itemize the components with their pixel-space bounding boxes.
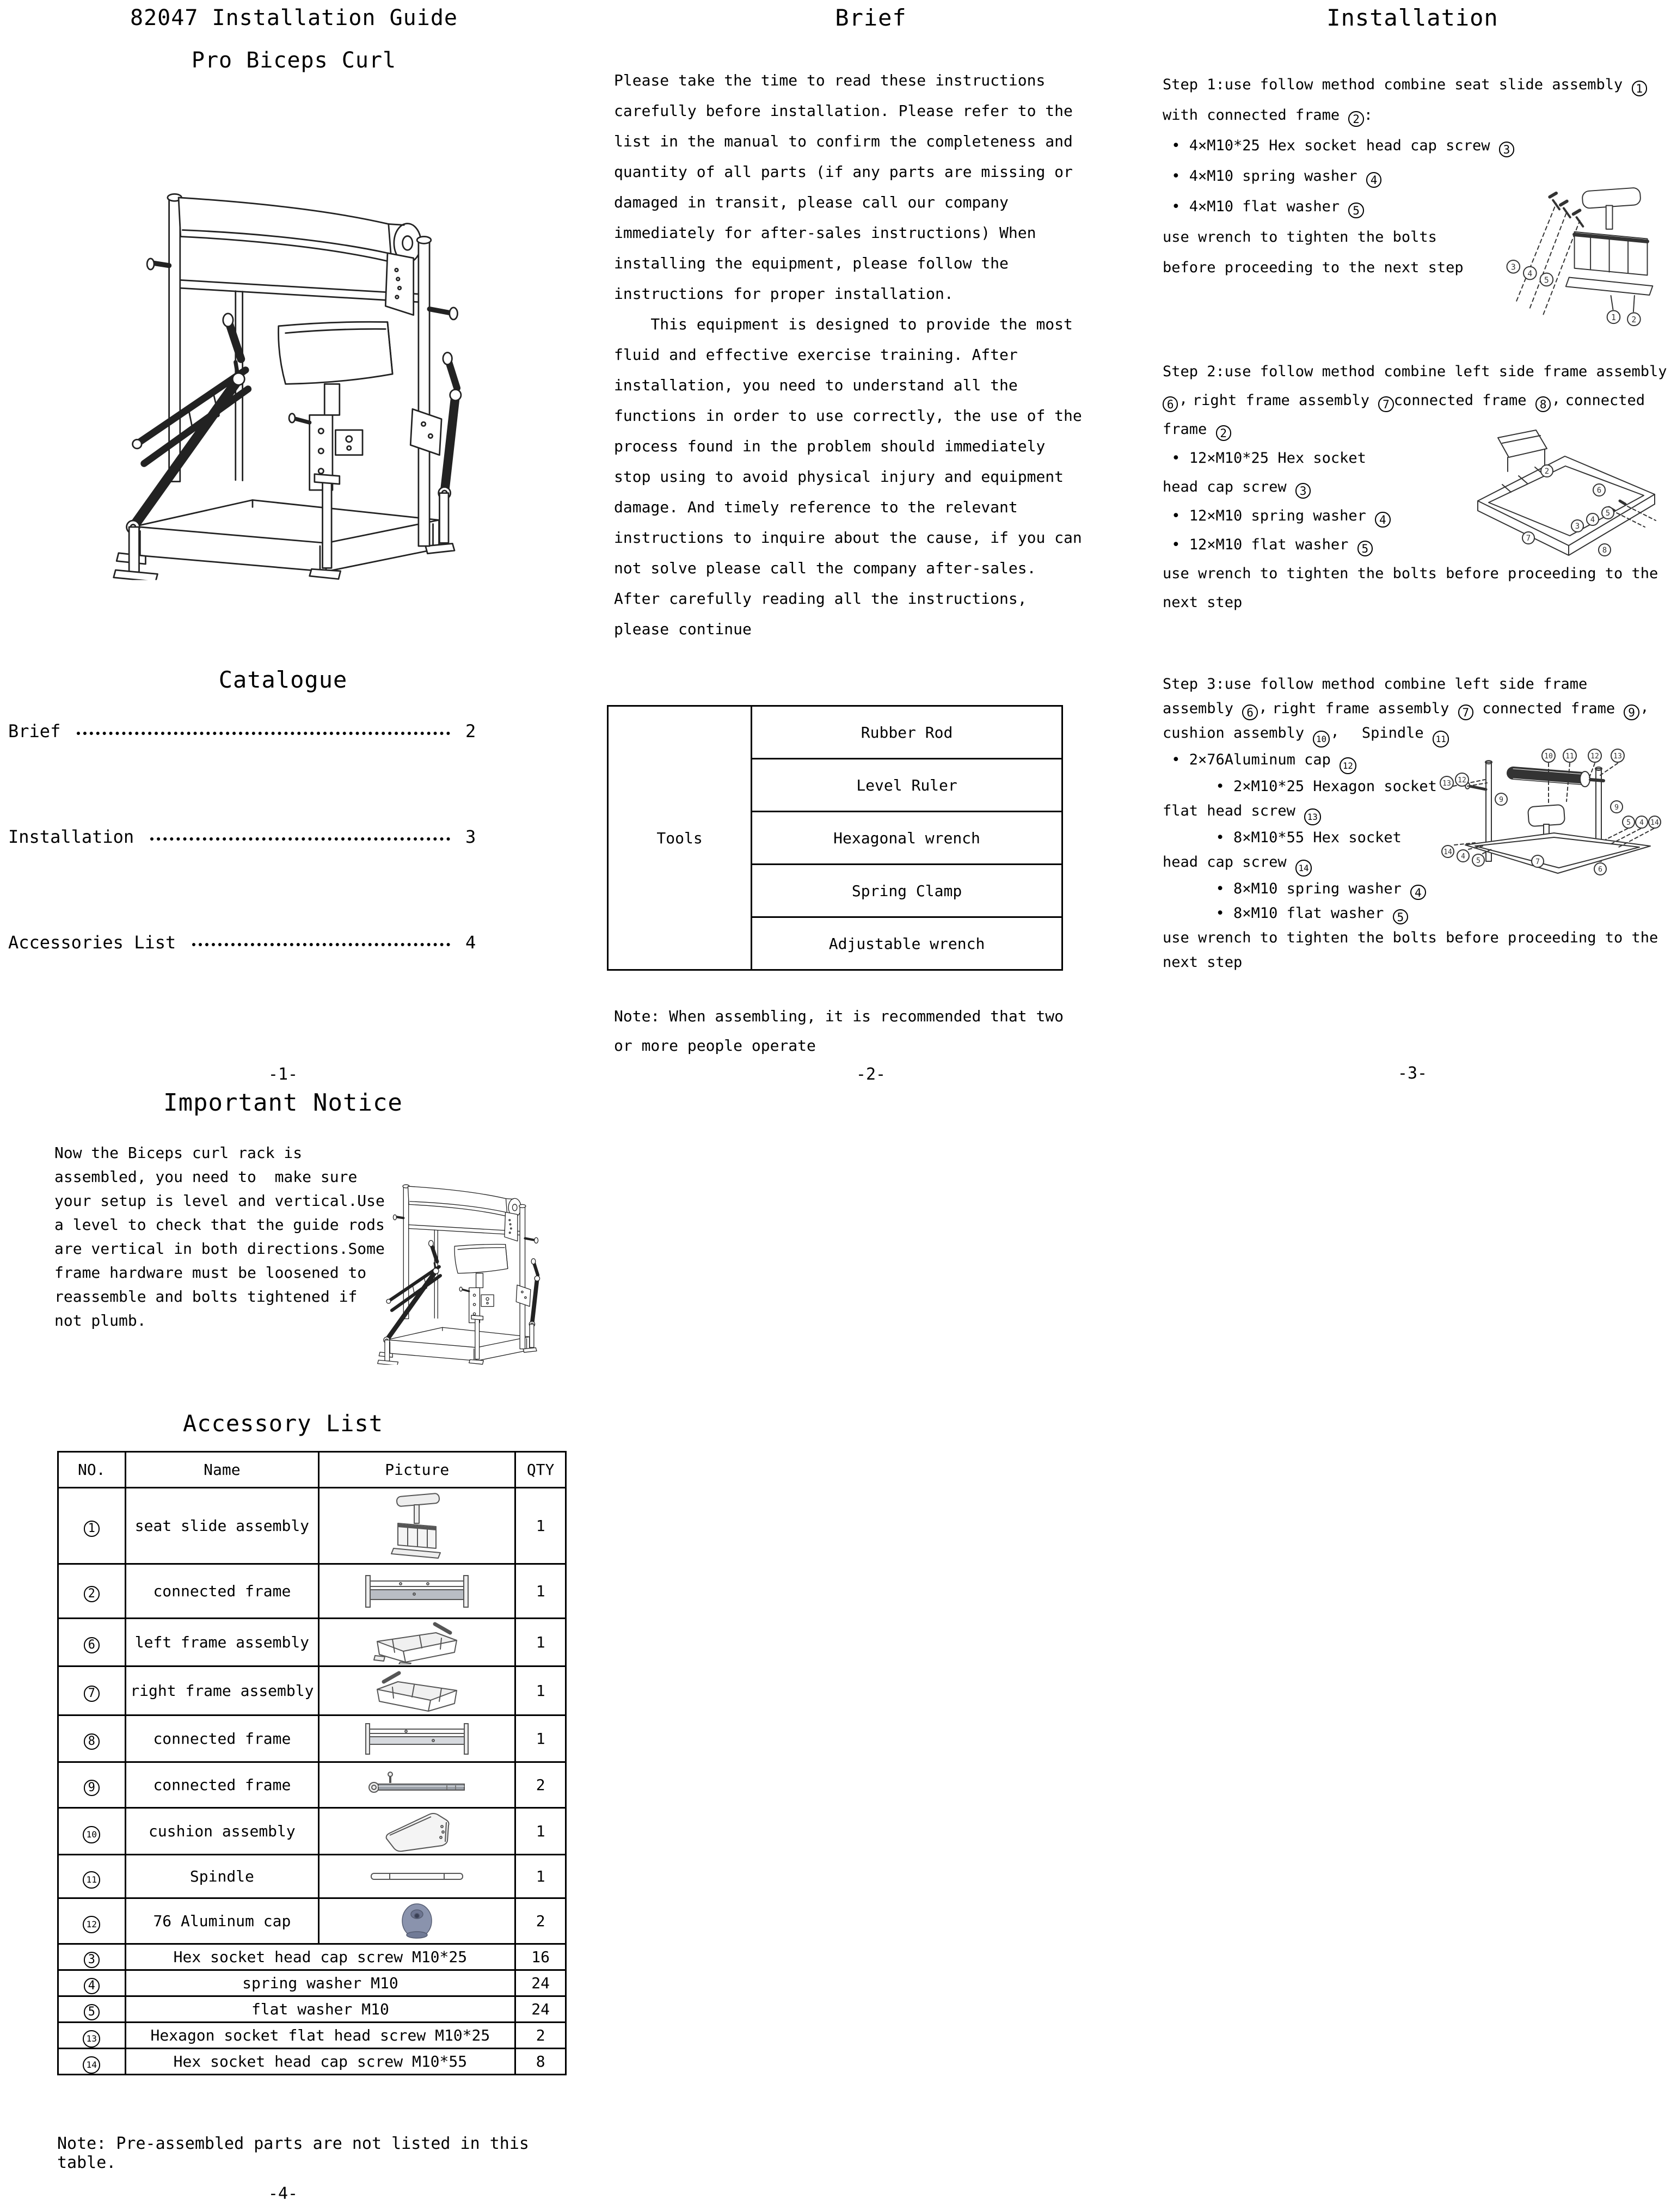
part-name: Hex socket head cap screw M10*25 <box>125 1944 515 1970</box>
part-qty: 2 <box>515 1762 566 1808</box>
svg-text:9: 9 <box>1614 804 1619 812</box>
svg-text:4: 4 <box>1639 819 1644 827</box>
table-row <box>58 1488 566 1564</box>
catalogue-entry-accessories <box>8 929 493 953</box>
svg-text:10: 10 <box>1544 752 1553 761</box>
table-row <box>58 1715 566 1762</box>
leader-dots <box>192 943 450 946</box>
part-no: 2 <box>58 1564 126 1619</box>
part-qty: 1 <box>515 1488 566 1564</box>
page3-footer: -3- <box>1397 1064 1428 1083</box>
catalogue-entry-page: 2 <box>465 721 476 742</box>
catalogue-entry-page: 3 <box>465 826 476 847</box>
svg-text:5: 5 <box>1476 857 1480 865</box>
picture-connected-frame <box>363 1723 471 1755</box>
installation-title: Installation <box>1326 4 1498 31</box>
part-qty: 2 <box>515 1898 566 1944</box>
table-row <box>58 1855 566 1898</box>
part-name: 76 Aluminum cap <box>125 1898 319 1944</box>
part-name: seat slide assembly <box>125 1488 319 1564</box>
part-name: cushion assembly <box>125 1808 319 1855</box>
part-qty: 2 <box>515 2023 566 2049</box>
part-no: 3 <box>58 1944 126 1970</box>
table-row <box>58 1898 566 1944</box>
step1-text: Step 1:use follow method combine seat slide assembly 1 with connected frame 2 : • 4×M10*25 Hex socket head cap screw 3 • 4×M10 spring washer 4 • 4×M10 flat washer 5 use wrench to tighten the bolts before proceeding to the next step <box>1163 70 1669 283</box>
part-no: 11 <box>58 1855 126 1898</box>
accessory-table <box>57 1451 567 2075</box>
tools-header-cell: Tools <box>608 706 752 970</box>
svg-text:13: 13 <box>1442 780 1451 788</box>
part-name: Hex socket head cap screw M10*55 <box>125 2049 515 2075</box>
svg-text:8: 8 <box>1602 546 1607 555</box>
part-qty: 1 <box>515 1808 566 1855</box>
part-name: right frame assembly <box>125 1666 319 1715</box>
tool-name: Hexagonal wrench <box>752 812 1062 865</box>
svg-text:6: 6 <box>1598 866 1602 874</box>
tools-row <box>608 706 1062 759</box>
part-no: 4 <box>58 1970 126 1996</box>
brief-body: Please take the time to read these instructions carefully before installation. Please refer to the list in the manual to confirm the completeness and quantity of all parts (if any parts are missing or damaged in transit, please call our company immediately for after-sales instructions) When installing the equipment, please follow the instructions for proper installation. This equipment is designed to provide the most fluid and effective exercise training. After installation, you need to understand all the functions in order to use correctly, the use of the process found in the problem should immediately stop using to avoid physical injury and equipment damage. And timely reference to the relevant instructions to inquire about the cause, if you can not solve please call the company after-sales. After carefully reading all the instructions, please continue <box>614 71 1082 638</box>
tool-name: Rubber Rod <box>752 706 1062 759</box>
catalogue-title: Catalogue <box>218 666 348 693</box>
svg-text:14: 14 <box>1650 819 1659 827</box>
part-name: connected frame <box>125 1715 319 1762</box>
part-name: connected frame <box>125 1762 319 1808</box>
page1-footer: -1- <box>268 1065 298 1084</box>
svg-text:3: 3 <box>1575 522 1580 531</box>
svg-text:14: 14 <box>1443 848 1452 856</box>
part-picture-cell <box>319 1762 515 1808</box>
machine-illustration <box>63 135 552 595</box>
svg-text:9: 9 <box>1499 796 1503 804</box>
svg-text:4: 4 <box>1527 269 1533 279</box>
accessory-list-title: Accessory List <box>182 1410 383 1437</box>
svg-text:7: 7 <box>1535 858 1540 866</box>
part-name: flat washer M10 <box>125 1996 515 2023</box>
svg-text:5: 5 <box>1626 819 1631 827</box>
important-notice-body: Now the Biceps curl rack is assembled, you need to make sure your setup is level and vertical.Use a level to check that the guide rods are vertical in both directions.Some frame hardware must be loosened to reassemble and bolts tightened if not plumb. <box>54 1144 385 1329</box>
leader-dots <box>77 732 450 735</box>
doc-title-line2: Pro Biceps Curl <box>191 48 397 73</box>
part-picture-cell <box>319 1808 515 1855</box>
picture-aluminum-cap <box>397 1901 437 1941</box>
part-picture-cell <box>319 1488 515 1564</box>
part-picture-cell <box>319 1619 515 1666</box>
catalogue-entry-label: Accessories List <box>8 932 176 953</box>
col-header-name: Name <box>125 1452 319 1488</box>
part-qty: 24 <box>515 1970 566 1996</box>
svg-text:13: 13 <box>1613 752 1622 761</box>
svg-text:4: 4 <box>1590 516 1595 524</box>
part-picture-cell <box>319 1564 515 1619</box>
page2-footer: -2- <box>856 1065 886 1084</box>
table-row-hardware <box>58 1944 566 1970</box>
part-no: 8 <box>58 1715 126 1762</box>
svg-text:6: 6 <box>1596 486 1602 495</box>
page4-footer: -4- <box>268 2184 298 2203</box>
svg-text:2: 2 <box>1631 315 1637 325</box>
svg-text:3: 3 <box>1510 262 1516 272</box>
svg-text:7: 7 <box>1526 534 1531 543</box>
step3-diagram <box>1437 747 1668 884</box>
step1-diagram <box>1489 180 1666 338</box>
doc-title-line1: 82047 Installation Guide <box>130 5 458 30</box>
part-qty: 1 <box>515 1564 566 1619</box>
part-no: 5 <box>58 1996 126 2023</box>
svg-text:2: 2 <box>1544 467 1550 476</box>
table-row-hardware <box>58 2023 566 2049</box>
part-name: Spindle <box>125 1855 319 1898</box>
svg-text:12: 12 <box>1458 776 1466 785</box>
picture-right-frame-assembly <box>371 1669 463 1713</box>
table-row-hardware <box>58 2049 566 2075</box>
part-qty: 8 <box>515 2049 566 2075</box>
step3-text: Step 3:use follow method combine left side frame assembly 6 , right frame assembly 7 connected frame 9 , cushion assembly 10 , Spindle 11 • 2×76Aluminum cap 12 • 2×M10*25 Hexagon socket flat head screw 13 • 8×M10*55 Hex socket head cap screw 14 • 8×M10 spring washer 4 • 8×M10 flat washer 5 use wrench to tighten the bolts before proceeding to the next step <box>1163 676 1658 971</box>
catalogue-entry-label: Brief <box>8 721 61 742</box>
step2-diagram <box>1464 419 1667 572</box>
part-qty: 1 <box>515 1715 566 1762</box>
part-qty: 16 <box>515 1944 566 1970</box>
catalogue-entry-brief <box>8 718 493 742</box>
picture-seat-slide-assembly <box>382 1492 452 1560</box>
part-name: left frame assembly <box>125 1619 319 1666</box>
part-qty: 1 <box>515 1666 566 1715</box>
catalogue-entry-label: Installation <box>8 826 134 847</box>
tool-name: Level Ruler <box>752 759 1062 812</box>
col-header-picture: Picture <box>319 1452 515 1488</box>
table-row-hardware <box>58 1970 566 1996</box>
part-no: 13 <box>58 2023 126 2049</box>
part-name: Hexagon socket flat head screw M10*25 <box>125 2023 515 2049</box>
tools-table <box>607 705 1063 971</box>
notice-machine-illustration <box>354 1135 582 1394</box>
part-no: 7 <box>58 1666 126 1715</box>
picture-left-frame-assembly <box>371 1621 463 1664</box>
catalogue-entry-page: 4 <box>465 932 476 953</box>
picture-connected-frame-rod <box>365 1771 469 1799</box>
part-picture-cell <box>319 1666 515 1715</box>
part-no: 1 <box>58 1488 126 1564</box>
table-row <box>58 1808 566 1855</box>
preassembled-note: Note: Pre-assembled parts are not listed in this table. <box>57 2134 529 2172</box>
picture-connected-frame <box>363 1573 471 1609</box>
picture-cushion-assembly <box>379 1810 455 1853</box>
part-qty: 1 <box>515 1619 566 1666</box>
table-row <box>58 1666 566 1715</box>
tool-name: Adjustable wrench <box>752 917 1062 970</box>
svg-text:1: 1 <box>1611 313 1616 323</box>
assembling-note: Note: When assembling, it is recommended that two or more people operate <box>614 1007 1064 1055</box>
table-row <box>58 1564 566 1619</box>
accessory-header-row <box>58 1452 566 1488</box>
brief-title: Brief <box>835 4 907 31</box>
svg-text:11: 11 <box>1565 752 1574 761</box>
svg-text:5: 5 <box>1544 275 1549 285</box>
svg-text:5: 5 <box>1605 509 1611 518</box>
table-row <box>58 1619 566 1666</box>
part-no: 9 <box>58 1762 126 1808</box>
part-qty: 24 <box>515 1996 566 2023</box>
catalogue-entry-installation <box>8 823 493 847</box>
part-no: 14 <box>58 2049 126 2075</box>
step2-text: Step 2:use follow method combine left side frame assembly 6 , right frame assembly 7 connected frame 8 , connected frame 2 • 12×M10*25 Hex socket head cap screw 3 • 12×M10 spring washer 4 • 12×M10 flat washer 5 use wrench to tighten the bolts before proceeding to the next step <box>1163 363 1667 611</box>
leader-dots <box>150 837 450 841</box>
part-name: connected frame <box>125 1564 319 1619</box>
col-header-no: NO. <box>58 1452 126 1488</box>
col-header-qty: QTY <box>515 1452 566 1488</box>
part-picture-cell <box>319 1855 515 1898</box>
table-row-hardware <box>58 1996 566 2023</box>
svg-text:4: 4 <box>1461 853 1465 861</box>
part-no: 10 <box>58 1808 126 1855</box>
part-no: 6 <box>58 1619 126 1666</box>
part-picture-cell <box>319 1715 515 1762</box>
tool-name: Spring Clamp <box>752 865 1062 917</box>
part-name: spring washer M10 <box>125 1970 515 1996</box>
part-no: 12 <box>58 1898 126 1944</box>
part-picture-cell <box>319 1898 515 1944</box>
part-qty: 1 <box>515 1855 566 1898</box>
table-row <box>58 1762 566 1808</box>
important-notice-title: Important Notice <box>163 1089 403 1117</box>
picture-spindle <box>368 1870 466 1883</box>
svg-text:12: 12 <box>1590 752 1599 761</box>
